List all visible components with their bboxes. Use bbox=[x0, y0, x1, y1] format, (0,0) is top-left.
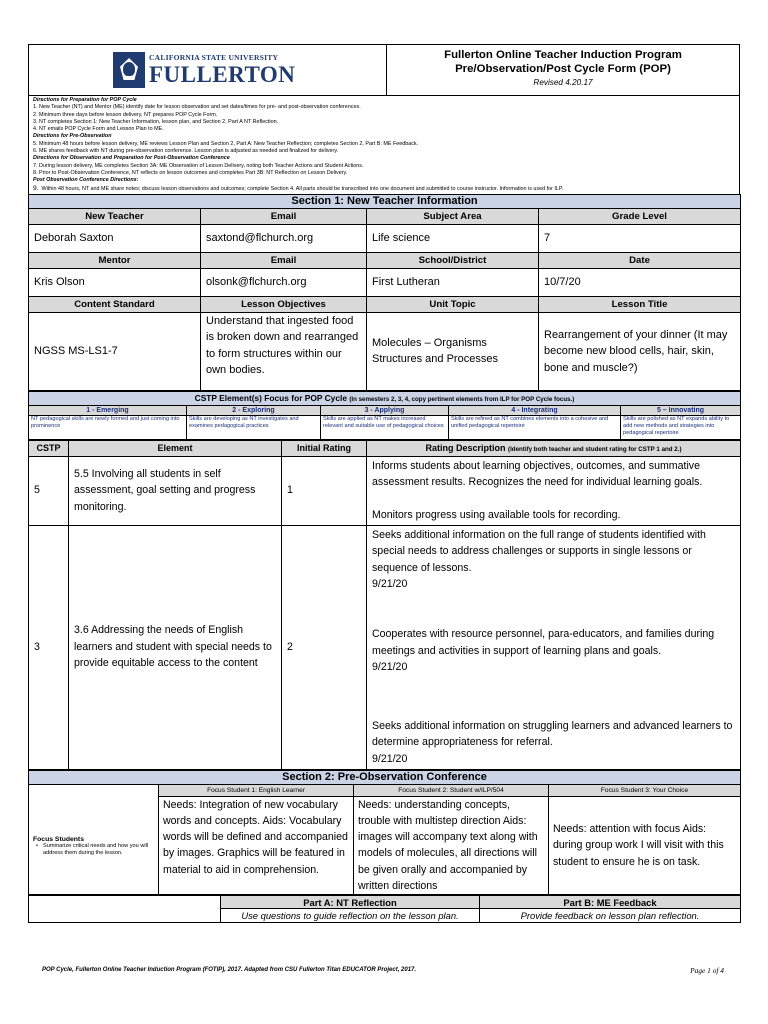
direction-item: 3. NT completes Section 1: New Teacher Information, lesson plan, and Section 2, Part A NT Reflection. bbox=[33, 118, 279, 125]
cstp-heading-note: (In semesters 2, 3, 4, copy pertinent elements from ILP for POP Cycle focus.) bbox=[349, 396, 575, 404]
school-district-field[interactable]: First Lutheran bbox=[367, 268, 539, 296]
rating-description[interactable] bbox=[367, 525, 741, 769]
focus-students-cell bbox=[29, 784, 159, 895]
direction-item: 8. Prior to Post-Observation Conference, NT reflects on lesson outcomes and completes Part 3B: NT Reflection on Lesson Delivery. bbox=[33, 169, 348, 176]
cstp-focus-heading bbox=[29, 391, 741, 405]
focus-students-label: Focus Students bbox=[33, 835, 84, 843]
focus-student-2-text[interactable]: Needs: understanding concepts, trouble with multistep direction Aids: images will accompany text along with models of molecules, all directions will be given orally and accompanied by written directions bbox=[354, 796, 549, 895]
new-teacher-field[interactable]: Deborah Saxton bbox=[29, 224, 201, 252]
level-description: Skills are refined as NT combines elements into a cohesive and unified pedagogical repertoire bbox=[449, 415, 621, 439]
logo-small-text: CALIFORNIA STATE UNIVERSITY bbox=[149, 53, 279, 63]
mentor-email-field[interactable]: olsonk@flchurch.org bbox=[201, 268, 367, 296]
label-content-standard: Content Standard bbox=[29, 296, 201, 312]
cstp-number[interactable]: 5 bbox=[29, 456, 69, 525]
label-date: Date bbox=[539, 252, 741, 268]
col-cstp: CSTP bbox=[29, 440, 69, 456]
directions bbox=[28, 96, 740, 194]
initial-rating[interactable]: 1 bbox=[282, 456, 367, 525]
col-element: Element bbox=[69, 440, 282, 456]
rating-description-paragraph: Informs students about learning objectives, outcomes, and summative assessment results. Recognizes the need for individual learning goals. bbox=[372, 459, 703, 489]
rating-description-paragraph: Cooperates with resource personnel, para-educators, and families during meetings and activities in support of learning plans and goals. bbox=[372, 628, 715, 657]
rating-description-date: 9/21/20 bbox=[372, 661, 408, 674]
cstp-levels-table bbox=[28, 391, 741, 440]
focus-student-3-text[interactable]: Needs: attention with focus Aids: during group work I will visit with this student to ensure he is on task. bbox=[549, 796, 741, 895]
form-title bbox=[387, 63, 739, 75]
revision-date: Revised 4.20.17 bbox=[533, 78, 593, 87]
footer-citation: POP Cycle, Fullerton Online Teacher Induction Program (FOTIP), 2017. Adapted from CSU Fullerton Titan EDUCATOR Project, 2017. bbox=[42, 967, 417, 973]
directions-pre-heading: Directions for Pre-Observation bbox=[33, 133, 112, 140]
directions-prep-heading: Directions for Preparation for POP Cycle bbox=[33, 97, 137, 103]
label-mentor: Mentor bbox=[29, 252, 201, 268]
lesson-title-field[interactable]: Rearrangement of your dinner (It may become new blood cells, hair, skin, bone and muscle?) bbox=[539, 312, 741, 390]
label-school-district: School/District bbox=[367, 252, 539, 268]
rating-description-date: 9/21/20 bbox=[372, 578, 408, 591]
form-abbr: (POP) bbox=[639, 63, 671, 75]
level-description: Skills are polished as NT expands ability to add new methods and strategies into pedagogical repertoire bbox=[621, 415, 741, 439]
direction-item-text: Within 48 hours, NT and ME share notes; discuss lesson observations and outcomes; complete Section 4. All parts should be transcribed into one document and submitted to course instructor. Information is used for ILP. bbox=[41, 185, 564, 192]
part-b-subtitle: Provide feedback on lesson plan reflection. bbox=[480, 909, 741, 923]
level-name: 3 - Applying bbox=[321, 405, 449, 415]
level-description: NT pedagogical skills are newly formed and just coming into prominence bbox=[29, 415, 187, 439]
direction-number: 9. bbox=[33, 184, 39, 192]
part-a-label: Part A: NT Reflection bbox=[221, 896, 480, 909]
focus-students-note-text: Summarize critical needs and how you will address them during the lesson. bbox=[43, 842, 149, 856]
reflection-spacer bbox=[29, 896, 221, 923]
direction-item: 1. New Teacher (NT) and Mentor (ME) identify date for lesson observation and set dates/times for pre- and post-observation conferences. bbox=[33, 104, 361, 111]
label-lesson-objectives: Lesson Objectives bbox=[201, 296, 367, 312]
focus-student-1-label: Focus Student 1: English Learner bbox=[159, 784, 354, 796]
label-grade-level: Grade Level bbox=[539, 208, 741, 224]
col-rating-description bbox=[367, 440, 741, 456]
mentor-field[interactable]: Kris Olson bbox=[29, 268, 201, 296]
label-new-teacher: New Teacher bbox=[29, 208, 201, 224]
initial-rating[interactable]: 2 bbox=[282, 525, 367, 769]
reflection-table bbox=[28, 895, 741, 923]
label-unit-topic: Unit Topic bbox=[367, 296, 539, 312]
section2-table bbox=[28, 770, 741, 896]
logo-area bbox=[29, 45, 387, 95]
cstp-heading-text: CSTP Element(s) Focus for POP Cycle bbox=[194, 393, 347, 404]
focus-students-note bbox=[33, 843, 154, 857]
col-rating-description-text: Rating Description bbox=[425, 443, 506, 454]
direction-item: 5. Minimum 48 hours before lesson delivery, ME reviews Lesson Plan and Section 2, Part A: New Teacher Reflection; completes Section 2, Part B: ME Feedback. bbox=[33, 140, 419, 147]
bullet-icon: • bbox=[36, 842, 38, 849]
focus-student-2-label: Focus Student 2: Student w/ILP/504 bbox=[354, 784, 549, 796]
level-name: 2 - Exploring bbox=[187, 405, 321, 415]
section1-title: Section 1: New Teacher Information bbox=[29, 194, 741, 208]
directions-post-heading: Post Observation Conference Directions: bbox=[33, 177, 139, 184]
form-page bbox=[28, 44, 740, 923]
lesson-objectives-field[interactable]: Understand that ingested food is broken down and rearranged to form structures within our own bodies. bbox=[201, 312, 367, 390]
section1-table bbox=[28, 194, 741, 391]
page-number: Page 1 of 4 bbox=[690, 966, 724, 975]
cstp-rating-table bbox=[28, 440, 741, 770]
level-name: 5 – Innovating bbox=[621, 405, 741, 415]
direction-item: 7. During lesson delivery, ME completes Section 3A: ME Observation of Lesson Delivery, noting both Teacher Actions and Student Actions. bbox=[33, 162, 364, 169]
direction-item: 4. NT emails POP Cycle Form and Lesson Plan to ME. bbox=[33, 126, 164, 133]
form-header bbox=[28, 44, 740, 96]
cstp-element[interactable]: 3.6 Addressing the needs of English learners and student with special needs to provide equitable access to the content bbox=[69, 525, 282, 769]
unit-topic-field[interactable]: Molecules – Organisms Structures and Processes bbox=[367, 312, 539, 390]
direction-item: 6. ME shares feedback with NT during pre-observation conference. Lesson plan is adjusted as needed and finalized for delivery. bbox=[33, 148, 339, 155]
logo-big-text: FULLERTON bbox=[149, 61, 296, 87]
part-a-subtitle: Use questions to guide reflection on the lesson plan. bbox=[221, 909, 480, 923]
focus-student-1-text[interactable]: Needs: Integration of new vocabulary words and concepts. Aids: Vocabulary words will be defined and accompanied by images. Graphics will be featured in material to aid in comprehension. bbox=[159, 796, 354, 895]
content-standard-field[interactable]: NGSS MS-LS1-7 bbox=[29, 312, 201, 390]
label-email: Email bbox=[201, 208, 367, 224]
rating-description-paragraph: Monitors progress using available tools for recording. bbox=[372, 509, 621, 522]
page-footer bbox=[42, 967, 724, 973]
level-name: 4 - Integrating bbox=[449, 405, 621, 415]
date-field[interactable]: 10/7/20 bbox=[539, 268, 741, 296]
form-title-text: Pre/Observation/Post Cycle Form bbox=[455, 63, 637, 75]
rating-description-paragraph: Seeks additional information on the full range of students identified with special needs to address challenges or supports in single lessons or sequence of lessons. bbox=[372, 528, 706, 574]
section2-title: Section 2: Pre-Observation Conference bbox=[29, 770, 741, 784]
grade-level-field[interactable]: 7 bbox=[539, 224, 741, 252]
col-rating-description-note: (Identify both teacher and student rating for CSTP 1 and 2.) bbox=[508, 446, 682, 454]
level-description: Skills are applied as NT makes increased relevant and suitable use of pedagogical choices bbox=[321, 415, 449, 439]
subject-area-field[interactable]: Life science bbox=[367, 224, 539, 252]
university-seal-icon bbox=[113, 52, 145, 88]
rating-description[interactable] bbox=[367, 456, 741, 525]
rating-description-paragraph: Seeks additional information on struggling learners and advanced learners to determine appropriateness for referral. bbox=[372, 719, 733, 749]
level-name: 1 - Emerging bbox=[29, 405, 187, 415]
cstp-element[interactable]: 5.5 Involving all students in self assessment, goal setting and progress monitoring. bbox=[69, 456, 282, 525]
direction-item bbox=[33, 185, 735, 193]
level-description: Skills are developing as NT investigates and examines pedagogical practices bbox=[187, 415, 321, 439]
label-lesson-title: Lesson Title bbox=[539, 296, 741, 312]
cstp-number[interactable]: 3 bbox=[29, 525, 69, 769]
focus-student-3-label: Focus Student 3: Your Choice bbox=[549, 784, 741, 796]
label-email: Email bbox=[201, 252, 367, 268]
teacher-email-field[interactable]: saxtond@flchurch.org bbox=[201, 224, 367, 252]
program-name: Fullerton Online Teacher Induction Program bbox=[444, 49, 682, 61]
form-title-block bbox=[387, 45, 739, 95]
part-b-label: Part B: ME Feedback bbox=[480, 896, 741, 909]
col-initial-rating: Initial Rating bbox=[282, 440, 367, 456]
label-subject-area: Subject Area bbox=[367, 208, 539, 224]
university-logo bbox=[113, 52, 295, 88]
rating-description-date: 9/21/20 bbox=[372, 752, 408, 765]
direction-item: 2. Minimum three days before lesson delivery, NT prepares POP Cycle Form. bbox=[33, 111, 218, 118]
directions-obs-heading: Directions for Observation and Preparation for Post-Observation Conference bbox=[33, 155, 230, 162]
